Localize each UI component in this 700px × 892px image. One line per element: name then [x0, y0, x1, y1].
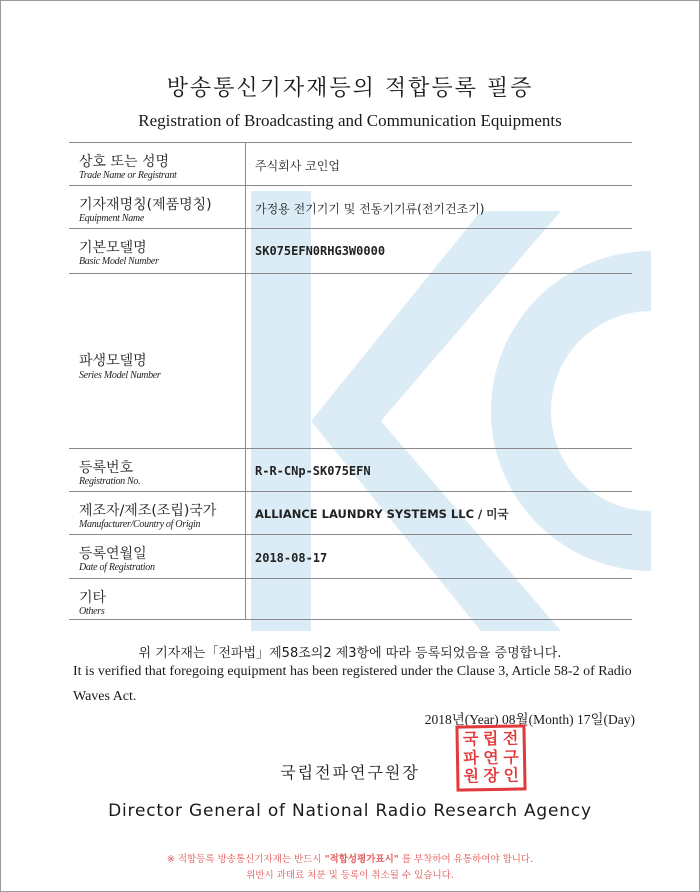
row-label	[69, 449, 246, 491]
label-korean: 등록번호	[79, 460, 134, 476]
label-korean: 기본모델명	[79, 240, 147, 256]
row-manufacturer	[69, 492, 632, 535]
row-label	[69, 535, 246, 578]
row-others	[69, 579, 632, 620]
notice-suffix: 를 부착하여 유통하여야 합니다.	[401, 854, 534, 865]
label-korean: 파생모델명	[79, 353, 147, 369]
label-english: Basic Model Number	[79, 256, 159, 267]
row-value-cell	[246, 143, 632, 185]
row-equipment-name	[69, 186, 632, 229]
manufacturer-value: ALLIANCE LAUNDRY SYSTEMS LLC / 미국	[255, 507, 509, 521]
issuing-director-english: Director General of National Radio Research Agency	[108, 801, 592, 821]
row-label	[69, 186, 246, 228]
row-value-cell	[246, 449, 632, 491]
row-value-cell	[246, 535, 632, 578]
row-basic-model	[69, 229, 632, 274]
seal-char: 파	[463, 747, 479, 768]
label-korean: 등록연월일	[79, 546, 147, 562]
row-value-cell	[246, 274, 632, 448]
statement-korean: 위 기자재는「전파법」제58조의2 제3항에 따라 등록되었음을 증명합니다.	[138, 646, 562, 661]
row-registration-no	[69, 449, 632, 492]
label-english: Series Model Number	[79, 370, 161, 381]
seal-char: 연	[483, 747, 499, 767]
notice-prefix: ※ 적합등록 방송통신기자재는 반드시	[166, 854, 322, 865]
row-label	[69, 492, 246, 534]
label-korean: 기타	[79, 590, 107, 606]
label-english: Date of Registration	[79, 562, 155, 573]
label-korean: 기자재명칭(제품명칭)	[79, 197, 212, 213]
label-english: Registration No.	[79, 476, 141, 487]
seal-char: 인	[503, 765, 520, 786]
row-label	[69, 229, 246, 273]
certificate-title-korean: 방송통신기자재등의 적합등록 필증	[166, 76, 534, 101]
seal-char: 구	[503, 747, 519, 767]
certificate-title-english: Registration of Broadcasting and Communication Equipments	[138, 111, 562, 130]
official-seal-stamp	[455, 724, 526, 791]
row-value-cell	[246, 186, 632, 228]
seal-char: 국	[462, 729, 479, 749]
notice-emphasis: "적합성평가표시"	[324, 854, 399, 865]
seal-char: 립	[482, 728, 499, 749]
label-korean: 제조자/제조(조립)국가	[79, 503, 217, 519]
equipment-name-value: 가정용 전기기기 및 전동기기류(전기건조기)	[255, 202, 485, 216]
row-value-cell	[246, 492, 632, 534]
row-trade-name	[69, 143, 632, 186]
row-value-cell	[246, 229, 632, 273]
trade-name-value: 주식회사 코인업	[255, 159, 340, 173]
label-english: Manufacturer/Country of Origin	[79, 519, 201, 530]
row-series-model	[69, 274, 632, 449]
label-english: Others	[79, 606, 105, 617]
statement-english: It is verified that foregoing equipment has been registered under the Clause 3, Article 58-2 of Radio Waves Act.	[73, 664, 632, 704]
row-label	[69, 143, 246, 185]
row-label	[69, 579, 246, 619]
row-registration-date	[69, 535, 632, 579]
registration-date-value: 2018-08-17	[255, 551, 328, 565]
registration-no-value: R-R-CNp-SK075EFN	[255, 464, 371, 478]
notice-line-1	[1, 851, 699, 865]
row-value-cell	[246, 579, 632, 619]
basic-model-value: SK075EFN0RHG3W0000	[255, 244, 386, 258]
seal-char: 장	[483, 766, 500, 786]
seal-char: 전	[502, 728, 519, 748]
issue-date: 2018년(Year) 08월(Month) 17일(Day)	[424, 712, 635, 727]
notice-line-2: 위반시 과태료 처분 및 등록이 취소될 수 있습니다.	[246, 870, 454, 881]
label-english: Trade Name or Registrant	[79, 170, 177, 181]
issuing-institute-korean: 국립전파연구원장	[280, 763, 420, 782]
label-english: Equipment Name	[79, 213, 144, 224]
row-label	[69, 274, 246, 448]
registration-table	[69, 142, 632, 620]
seal-char: 원	[463, 766, 480, 786]
label-korean: 상호 또는 성명	[79, 154, 170, 170]
